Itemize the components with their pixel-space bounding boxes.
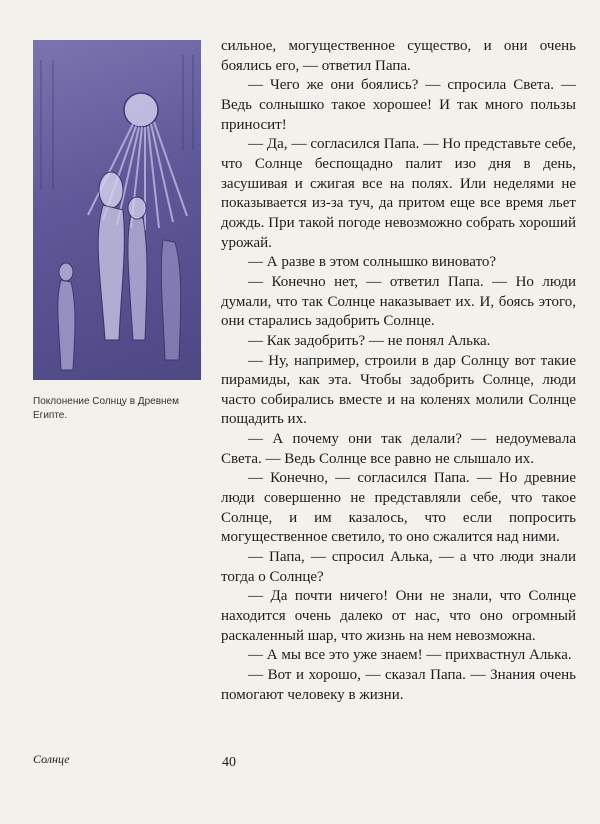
paragraph: — Да, — согласился Папа. — Но представьте себе, что Солнце беспощадно палит изо дня в день, засушивая и сжигая все на полях. Или неделями не показывается из-за туч, да притом еще все время льет дождь. При такой погоде невозможно собрать хороший урожай. bbox=[221, 136, 576, 251]
paragraph: — Чего же они боялись? — спросила Света. — Ведь солнышко такое хорошее! И так много пользы приносит! bbox=[221, 77, 576, 133]
paragraph: сильное, могущественное существо, и они очень боялись его, — ответил Папа. bbox=[221, 38, 576, 74]
paragraph: — А почему они так делали? — недоумевала Света. — Ведь Солнце все равно не слышало их. bbox=[221, 431, 576, 467]
paragraph: — Вот и хорошо, — сказал Папа. — Знания очень помогают человеку в жизни. bbox=[221, 667, 576, 703]
paragraph: — А разве в этом солнышко виновато? bbox=[248, 254, 497, 271]
running-footer-title: Солнце bbox=[33, 752, 70, 766]
egypt-sun-relief-image bbox=[33, 40, 201, 380]
page-number: 40 bbox=[222, 755, 236, 770]
worshipper-figures bbox=[58, 172, 181, 370]
paragraph: — Ну, например, строили в дар Солнцу вот такие пирамиды, как эта. Чтобы задобрить Солнце, люди часто собирались вместе и на коленях молили Солнце пощадить их. bbox=[221, 352, 576, 428]
paragraph: — Папа, — спросил Алька, — а что люди знали тогда о Солнце? bbox=[221, 549, 576, 585]
paragraph: — Конечно нет, — ответил Папа. — Но люди думали, что так Солнце наказывает их. И, боясь этого, они старались задобрить Солнце. bbox=[221, 273, 576, 330]
figure-caption: Поклонение Солнцу в Древнем Египте. bbox=[33, 396, 179, 421]
body-text bbox=[221, 37, 576, 705]
paragraph: — Да почти ничего! Они не знали, что Солнце находится очень далеко от нас, что оно огромный раскаленный шар, что жизнь на нем невозможна. bbox=[221, 588, 576, 644]
paragraph: — А мы все это уже знаем! — прихвастнул Алька. bbox=[248, 647, 572, 664]
paragraph: — Как задобрить? — не понял Алька. bbox=[248, 332, 491, 349]
paragraph: — Конечно, — согласился Папа. — Но древние люди совершенно не представляли себе, что такое Солнце, и им казалось, что если попросить могущественное светило, то оно сжалится над ними. bbox=[221, 470, 576, 546]
